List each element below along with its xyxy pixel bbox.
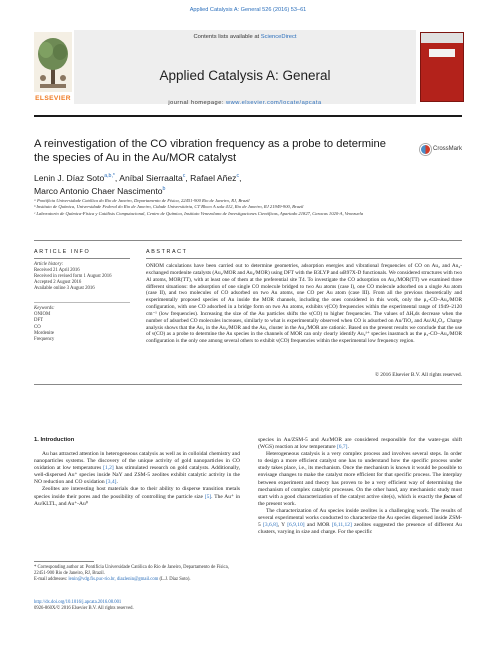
masthead-banner <box>74 30 416 104</box>
author-name[interactable]: Marco Antonio Chaer Nascimento <box>34 186 163 197</box>
email-label: E-mail addresses: <box>34 577 69 582</box>
author-name[interactable]: Aníbal Sierraalta <box>119 172 183 183</box>
citation-link[interactable]: [1,2] <box>103 465 114 472</box>
abstract-rule <box>146 258 462 259</box>
author-affiliation-mark[interactable]: c <box>182 173 186 179</box>
contents-prefix: Contents lists available at <box>193 34 261 40</box>
author-name[interactable]: Lenin J. Díaz Soto <box>34 172 105 183</box>
keyword-item: DFT <box>34 318 44 324</box>
doi-block <box>34 600 240 612</box>
paragraph <box>34 486 240 507</box>
keywords <box>34 306 134 343</box>
citation-link[interactable]: [3,4] <box>105 479 117 486</box>
author-name[interactable]: Rafael Añez <box>190 172 237 183</box>
section-rule <box>34 240 462 241</box>
article-title: A reinvestigation of the CO vibration frequency as a probe to determine the species of Au in the Au/MOR catalyst <box>34 138 386 164</box>
keywords-heading: Keywords: <box>34 306 55 311</box>
journal-title: Applied Catalysis A: General <box>159 68 331 83</box>
author-separator: , <box>185 172 191 183</box>
homepage-label: journal homepage: <box>168 100 227 106</box>
elsevier-tree-logo-icon <box>34 32 72 102</box>
author-separator: , <box>114 172 120 183</box>
crossmark-icon <box>420 144 431 155</box>
keyword-item: ONIOM <box>34 312 51 318</box>
history-item: Received 21 April 2016 <box>34 268 80 273</box>
history-item: Received in revised form 1 August 2016 <box>34 274 112 279</box>
article-info-rule <box>34 258 130 259</box>
paragraph <box>258 437 462 451</box>
text-run: Heterogeneous catalysis is a very complex process and involves several steps. In order to design a more efficient catalyst one has to understand how the specific process under study takes place, i.e., its mechanism. Once the mechanism is known it would be possible to envisage changes to make the catalyst more efficient for that specific process. The interplay between experiment and theory has proven to be a very efficient way of determining the mechanism of complex catalytic processes. On the other hand, any mechanistic study must start with a good characterization of the catalyst active site(s), which is exactly the <box>258 451 462 500</box>
text-run: , Y <box>277 522 288 529</box>
issn-line: 0926-860X/© 2016 Elsevier B.V. All rights reserved. <box>34 606 134 611</box>
sciencedirect-link[interactable]: ScienceDirect <box>260 34 297 40</box>
affiliation-item: ᶜ Laboratorio de Química-Física y Catálisis Computacional, Centro de Química, Instituto Venezolano de Investigaciones Científicas, Apartado 21827, Caracas 1020-A, Venezuela <box>34 210 364 216</box>
article-history <box>34 262 134 292</box>
text-run: and MOR <box>304 522 332 529</box>
affiliation-item: ᵃ Pontifícia Universidade Católica do Rio de Janeiro, Departamento de Física, 22451-900 Rio de Janeiro, RJ, Brazil <box>34 198 250 203</box>
text-run: has stimulated research on gold catalysts. Additionally, well-dispersed Au⁺ species inside NaY and ZSM-5 zeolites exhibit catalytic activity in the NO reduction and CO oxidation <box>34 465 240 486</box>
abstract-bottom-rule <box>34 384 462 385</box>
author-affiliation-mark[interactable]: b <box>162 186 166 193</box>
citation-link[interactable]: [6,11,12] <box>331 522 352 529</box>
citation-link[interactable]: [5] <box>204 493 212 500</box>
email-suffix: (L.J. Díaz Soto). <box>158 577 191 582</box>
keyword-item: Frequency <box>34 337 55 343</box>
abstract-text: ONIOM calculations have been carried out to determine geometries, adsorption energies and vibrational frequencies of CO on Au₂ and Au₄-exchanged mordenite catalysts (Au₂/MOR and Au₄/MOR) using DFT with the B3LYP and ωB97X-D functionals. We considered structures with two Al atoms, MOR(TT), with at least one of them at the preferential site T4. To investigate the CO adsorption on Au₂/MOR(TT) we examined three different situations: the adsorption of one single CO molecule bridged to two Au atoms (case I), one CO molecule adsorbed on a single Au atom (case II), and two molecules of CO adsorbed on two Au atoms, one CO per Au atom (case III). From all the previous theoretically and experimentally proposed species of Au inside the MOR channels, including the ones considered in this work, only the μ₂-CO–Au₂/MOR configuration, with one CO adsorbed in a bridge form on two Au atoms, exhibits ν(CO) frequencies within the experimental range of 1949–2120 cm⁻¹ (low frequencies). Increasing the size of the Au particles shifts the ν(CO) to higher frequencies. The values of ΔHₐds decrease when the number of adsorbed CO molecules increases, similarly to what is experimentally observed when CO is adsorbed on Au/TiO₂ and Au/Al₂O₃. Charge analysis shows that the Au₂ in the Au₂/MOR and the Au₄ cluster in the Au₄/MOR are cationic. Based on the present results we conclude that the use of ν(CO) as a probe to determine the Au species in the channels of MOR can only clearly identify Au₂ᵟ⁺ species inasmuch as the μ₂-CO–Au₂/MOR configuration is the only one among several others to exhibit ν(CO) frequencies within the experimental low frequency region. <box>146 263 462 345</box>
history-item: Available online 3 August 2016 <box>34 286 95 291</box>
contents-line <box>74 34 416 40</box>
cover-title-mark <box>429 49 455 57</box>
keywords-rule <box>34 302 130 303</box>
body-column-right <box>258 437 462 536</box>
crossmark-badge[interactable] <box>420 142 464 156</box>
text-run: of the present work. <box>258 493 462 507</box>
affiliations <box>34 198 454 217</box>
text-run: Zeolites are interesting host materials due to their ability to disperse transition metals species inside their pores and the possibility of controlling the particle size <box>34 486 240 500</box>
keyword-item: CO <box>34 324 41 330</box>
footnote-rule <box>34 561 94 562</box>
text-run: . <box>116 479 118 486</box>
citation-link[interactable]: [6,7] <box>336 444 348 451</box>
corresponding-author-note: * Corresponding author at: Pontifícia Universidade Católica do Rio de Janeiro, Departamento de Física, 22451-900 Rio de Janeiro, RJ, Brazil. <box>34 565 229 576</box>
elsevier-wordmark: ELSEVIER <box>35 95 71 102</box>
email-note <box>34 577 240 583</box>
journal-homepage-line <box>74 100 416 106</box>
history-item: Accepted 2 August 2016 <box>34 280 82 285</box>
journal-cover-thumbnail[interactable] <box>420 32 464 102</box>
citation-link[interactable]: [3,6,8] <box>263 522 278 529</box>
abstract-copyright: © 2016 Elsevier B.V. All rights reserved. <box>374 372 462 378</box>
emphasis: focus <box>443 493 456 500</box>
doi-link[interactable]: http://dx.doi.org/10.1016/j.apcata.2016.08.001 <box>34 600 122 605</box>
text-run: . <box>347 444 349 451</box>
author-affiliation-mark[interactable]: c <box>236 173 240 179</box>
journal-reference[interactable]: Applied Catalysis A: General 526 (2016) 53–61 <box>189 7 307 13</box>
homepage-link[interactable]: www.elsevier.com/locate/apcata <box>226 100 322 106</box>
text-run: . The Au⁺ in Au/KLTL, and Au⁺-Au⁰ <box>34 493 240 507</box>
email-link[interactable]: lenin@vdg.fis.puc-rio.br, diazlenin@gmail.com <box>68 577 159 582</box>
paragraph <box>258 508 462 536</box>
keyword-item: Mordenite <box>34 330 54 336</box>
history-heading: Article history: <box>34 262 64 267</box>
text-run: zeolites suggested the presence of different Au clusters, varying in size and charge. For the specific <box>258 522 463 536</box>
paragraph <box>34 451 240 486</box>
crossmark-label: CrossMark <box>433 146 463 152</box>
article-info-heading: ARTICLE INFO <box>34 249 91 255</box>
paragraph <box>258 451 462 508</box>
author-separator: , <box>239 172 242 183</box>
footnotes <box>34 565 240 583</box>
text-run: species in Au/ZSM-5 and Au/MOR are considered responsible for the water-gas shift (WGS) reaction at low temperature <box>258 437 462 451</box>
text-run: Au has attracted attention in heterogeneous catalysis as well as in colloidal chemistry and nanoparticles systems. The discovery of the unique activity of gold nanoparticles in CO oxidation at low temperatures <box>34 451 240 472</box>
affiliation-item: ᵇ Instituto de Química, Universidade Federal do Rio de Janeiro, Cidade Universitária, CT Bloco A sala 412, Rio de Janeiro, RJ 21949-900, Brazil <box>34 204 304 210</box>
body-column-left <box>34 451 240 508</box>
text-run: The characterization of Au species inside zeolites is a challenging work. The results of several experimental works conducted to characterize the Au species dispersed inside ZSM-5 <box>258 507 462 529</box>
introduction-heading: 1. Introduction <box>34 437 75 443</box>
citation-link[interactable]: [6,9,10] <box>287 522 305 529</box>
author-affiliation-mark[interactable]: a,b,* <box>104 173 115 179</box>
abstract-heading: ABSTRACT <box>146 249 188 255</box>
header-rule <box>34 115 462 117</box>
author-list <box>34 171 454 198</box>
cover-header-strip <box>421 33 463 43</box>
